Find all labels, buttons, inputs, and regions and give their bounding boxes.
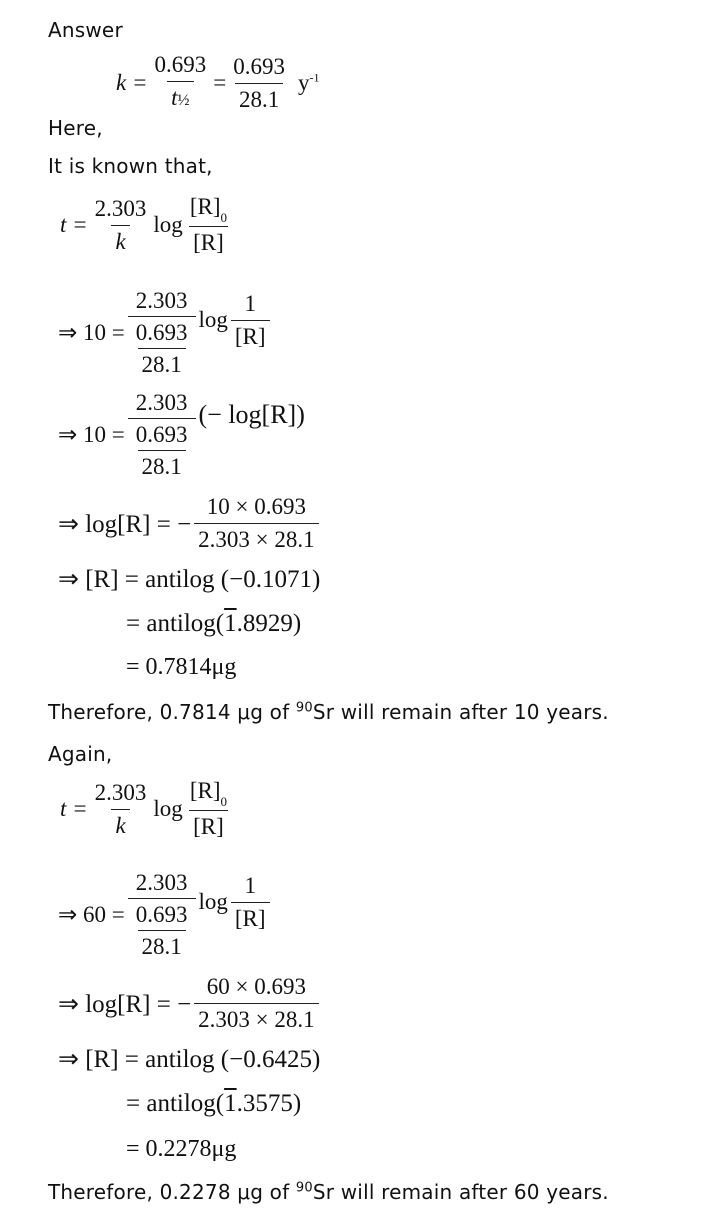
log-label: log bbox=[153, 796, 183, 821]
r-initial: [R] bbox=[189, 778, 221, 803]
denominator: k bbox=[111, 225, 129, 255]
antilog-open: = antilog( bbox=[126, 1090, 225, 1117]
t-lhs: t = bbox=[60, 212, 88, 237]
lhs: ⇒ log[R] = − bbox=[58, 990, 192, 1018]
fraction-concentration bbox=[186, 194, 231, 256]
fraction-constant bbox=[91, 196, 151, 255]
fraction-reciprocal bbox=[231, 873, 270, 932]
numerator: 0.693 bbox=[154, 52, 207, 77]
inner-denominator: 28.1 bbox=[138, 450, 186, 480]
inner-fraction bbox=[132, 902, 192, 960]
bar-characteristic: 1 bbox=[224, 1090, 237, 1117]
bar-characteristic: 1 bbox=[224, 610, 237, 637]
complex-fraction bbox=[128, 288, 196, 378]
conclusion-10-years bbox=[48, 700, 609, 724]
isotope-mass: 90 bbox=[295, 700, 313, 716]
conclusion-text-pre: Therefore, 0.2278 μg of bbox=[48, 1180, 296, 1204]
fraction-constant bbox=[91, 780, 151, 839]
numerator: 2.303 bbox=[135, 870, 188, 895]
step-3 bbox=[58, 494, 322, 553]
inner-denominator: 28.1 bbox=[138, 348, 186, 378]
denominator: 2.303 × 28.1 bbox=[194, 1003, 318, 1033]
inner-denominator: 28.1 bbox=[138, 930, 186, 960]
numerator: 1 bbox=[244, 872, 256, 898]
fraction-numeric bbox=[229, 54, 289, 113]
formula-first-order bbox=[60, 194, 234, 256]
conclusion-text-post: Sr will remain after 10 years. bbox=[312, 700, 609, 724]
isotope-mass: 90 bbox=[295, 1180, 313, 1196]
log-label: log bbox=[153, 212, 183, 237]
conclusion-text-post: Sr will remain after 60 years. bbox=[312, 1180, 609, 1204]
rate-constant-equation bbox=[116, 52, 319, 114]
inner-numerator: 0.693 bbox=[135, 902, 188, 927]
lhs: ⇒ 10 = bbox=[58, 320, 125, 345]
conclusion-60-years bbox=[48, 1180, 609, 1204]
r-initial: [R] bbox=[189, 194, 221, 219]
mantissa-close: .3575) bbox=[236, 1090, 302, 1117]
mantissa-close: .8929) bbox=[236, 610, 302, 637]
step-6: = 0.7814μg bbox=[126, 654, 237, 680]
numerator bbox=[186, 194, 231, 226]
step-8 bbox=[58, 974, 322, 1033]
unit-base: y bbox=[297, 70, 310, 95]
fraction bbox=[194, 494, 318, 553]
here-label: Here, bbox=[48, 116, 103, 140]
lhs: ⇒ 10 = bbox=[58, 422, 125, 447]
answer-heading: Answer bbox=[48, 18, 123, 42]
denominator: k bbox=[111, 809, 129, 839]
inner-fraction bbox=[132, 422, 192, 480]
step-11: = 0.2278μg bbox=[126, 1136, 237, 1162]
step-1 bbox=[58, 288, 273, 378]
denominator bbox=[128, 418, 196, 480]
t-lhs: t = bbox=[60, 796, 88, 821]
t-symbol: t bbox=[171, 85, 178, 110]
numerator bbox=[186, 778, 231, 810]
step-9: ⇒ [R] = antilog (−0.6425) bbox=[58, 1046, 321, 1073]
denominator: [R] bbox=[189, 226, 228, 256]
step-5 bbox=[126, 610, 301, 638]
zero-subscript: 0 bbox=[220, 794, 227, 809]
denominator: [R] bbox=[231, 902, 270, 932]
numerator: 1 bbox=[244, 290, 256, 316]
inner-fraction bbox=[132, 320, 192, 378]
known-label: It is known that, bbox=[48, 154, 213, 178]
numerator: 2.303 bbox=[135, 288, 188, 313]
fraction-reciprocal bbox=[231, 291, 270, 350]
complex-fraction bbox=[128, 870, 196, 960]
fraction-half-life bbox=[150, 52, 210, 114]
equals-sign: = bbox=[213, 70, 227, 95]
fraction-concentration bbox=[186, 778, 231, 840]
again-label: Again, bbox=[48, 742, 113, 766]
numerator: 2.303 bbox=[94, 195, 147, 221]
log-label: log bbox=[198, 889, 228, 914]
denominator bbox=[128, 316, 196, 378]
denominator: 28.1 bbox=[235, 83, 283, 113]
complex-fraction bbox=[128, 390, 196, 480]
denominator bbox=[167, 81, 193, 114]
conclusion-text-pre: Therefore, 0.7814 μg of bbox=[48, 700, 296, 724]
step-4: ⇒ [R] = antilog (−0.1071) bbox=[58, 566, 321, 593]
denominator: [R] bbox=[189, 810, 228, 840]
step-10 bbox=[126, 1090, 301, 1118]
formula-first-order-2 bbox=[60, 778, 234, 840]
inner-numerator: 0.693 bbox=[135, 422, 188, 447]
zero-subscript: 0 bbox=[220, 210, 227, 225]
antilog-open: = antilog( bbox=[126, 610, 225, 637]
unit bbox=[298, 70, 320, 96]
lhs: ⇒ 60 = bbox=[58, 902, 125, 927]
inner-numerator: 0.693 bbox=[135, 320, 188, 345]
numerator: 2.303 bbox=[135, 390, 188, 415]
half-subscript: ½ bbox=[177, 92, 190, 109]
denominator bbox=[128, 898, 196, 960]
denominator: 2.303 × 28.1 bbox=[194, 523, 318, 553]
k-lhs: k = bbox=[116, 70, 148, 95]
step-2 bbox=[58, 390, 305, 480]
denominator: [R] bbox=[231, 320, 270, 350]
lhs: ⇒ log[R] = − bbox=[58, 510, 192, 538]
fraction bbox=[194, 974, 318, 1033]
unit-exponent: -1 bbox=[309, 70, 320, 85]
step-7 bbox=[58, 870, 273, 960]
numerator: 10 × 0.693 bbox=[206, 494, 307, 519]
numerator: 60 × 0.693 bbox=[206, 974, 307, 999]
negative-log: (− log[R]) bbox=[198, 400, 305, 429]
numerator: 0.693 bbox=[233, 53, 285, 79]
log-label: log bbox=[198, 307, 228, 332]
numerator: 2.303 bbox=[94, 779, 147, 805]
